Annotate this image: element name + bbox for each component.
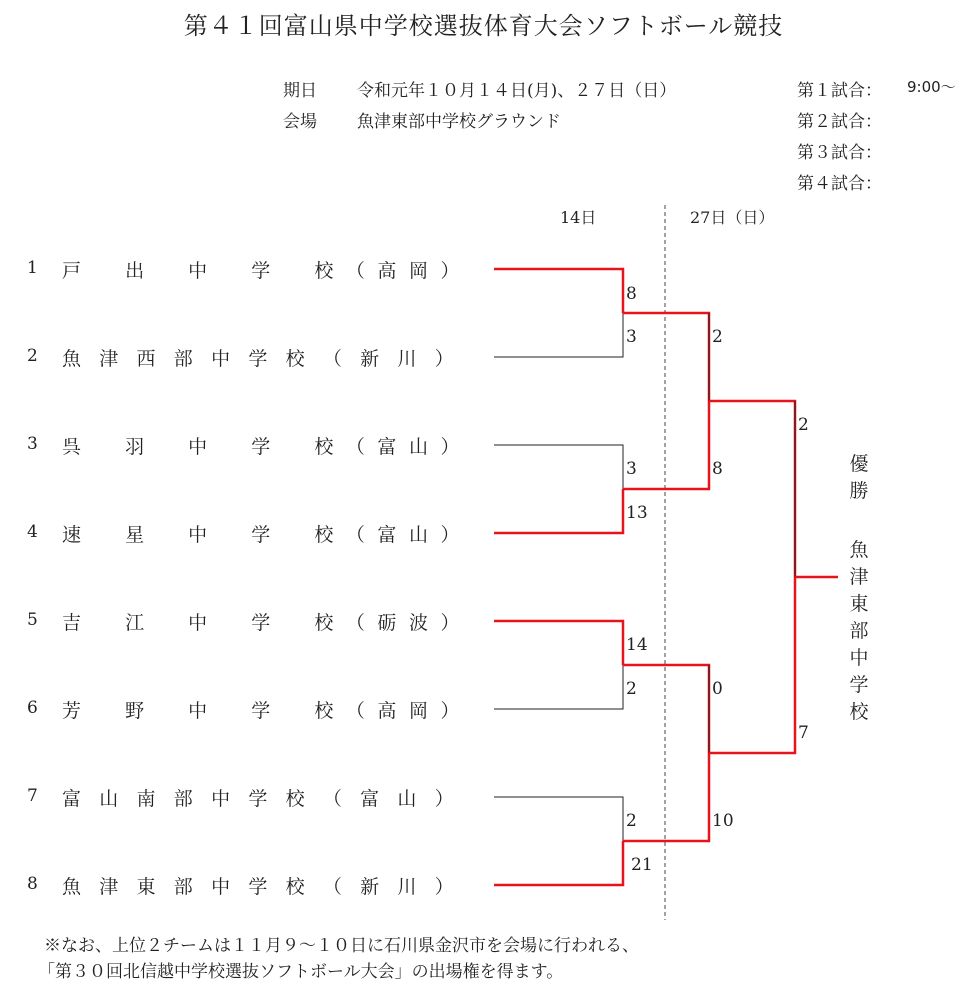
match-3-label: 第３試合： <box>797 143 882 163</box>
match-4-label: 第４試合： <box>797 174 882 194</box>
venue-value: 魚津東部中学校グラウンド <box>357 112 561 132</box>
date-value: 令和元年１０月１４日(月)、２７日（日） <box>357 81 677 101</box>
r1-line-team4 <box>494 489 623 533</box>
day2-header: 27日（日） <box>690 208 775 227</box>
r1-line-team3 <box>494 445 623 489</box>
date-label: 期日 <box>283 81 317 101</box>
team-3-no: 3 <box>27 434 38 454</box>
note-line-1: ※なお、上位２チームは１１月９～１０日に石川県金沢市を会場に行われる、 <box>44 936 639 956</box>
r1-line-team5 <box>494 621 623 665</box>
match-2-label: 第２試合： <box>797 112 882 132</box>
r1-score-4: 13 <box>626 503 648 523</box>
team-8-no: 8 <box>27 874 38 894</box>
winner-label: 優勝 <box>849 453 869 502</box>
sf2-out <box>709 577 795 753</box>
team-1-no: 1 <box>27 258 38 278</box>
r2-score-4: 10 <box>712 811 734 831</box>
r1-line-team2 <box>494 313 623 357</box>
team-1-name: 戸 出 中 学 校（高岡） <box>62 260 473 282</box>
team-6-no: 6 <box>27 698 38 718</box>
r1-score-1: 8 <box>626 284 637 304</box>
page-title: 第４１回富山県中学校選抜体育大会ソフトボール競技 <box>183 12 784 40</box>
final-score-1: 2 <box>798 415 809 435</box>
r1-score-5: 14 <box>626 635 648 655</box>
r1-score-6: 2 <box>626 679 637 699</box>
note-line-2: 「第３０回北信越中学校選抜ソフトボール大会」の出場権を得ます。 <box>38 962 564 982</box>
r1-line-team8 <box>494 841 623 885</box>
team-4-no: 4 <box>27 522 38 542</box>
r1-line-team6 <box>494 665 623 709</box>
r1-score-3: 3 <box>626 459 637 479</box>
team-5-no: 5 <box>27 610 38 630</box>
r2-score-1: 2 <box>712 327 723 347</box>
venue-label: 会場 <box>283 112 317 132</box>
final-score-2: 7 <box>798 723 809 743</box>
day1-header: 14日 <box>560 208 597 227</box>
r1-line-team1 <box>494 269 623 313</box>
sf1-out <box>709 401 795 577</box>
team-8-name: 魚津東部中学校（新川） <box>62 876 472 898</box>
team-3-name: 呉 羽 中 学 校（富山） <box>62 436 473 458</box>
team-2-name: 魚津西部中学校（新川） <box>62 348 472 370</box>
r1-line-team7 <box>494 797 623 841</box>
team-2-no: 2 <box>27 346 38 366</box>
r1-score-8: 21 <box>631 855 653 875</box>
team-5-name: 吉 江 中 学 校（砺波） <box>62 612 473 634</box>
r1-score-2: 3 <box>626 327 637 347</box>
team-4-name: 速 星 中 学 校（富山） <box>62 524 473 546</box>
match-1-label: 第１試合： <box>797 81 882 101</box>
r1-score-7: 2 <box>626 811 637 831</box>
team-7-no: 7 <box>27 786 38 806</box>
r2-score-3: 0 <box>712 679 723 699</box>
r2-score-2: 8 <box>712 459 723 479</box>
winner-name: 魚津東部中学校 <box>849 539 869 723</box>
match-1-time: 9:00～ <box>907 78 956 96</box>
team-7-name: 富山南部中学校（富山） <box>62 788 472 810</box>
team-6-name: 芳 野 中 学 校（高岡） <box>62 700 473 722</box>
